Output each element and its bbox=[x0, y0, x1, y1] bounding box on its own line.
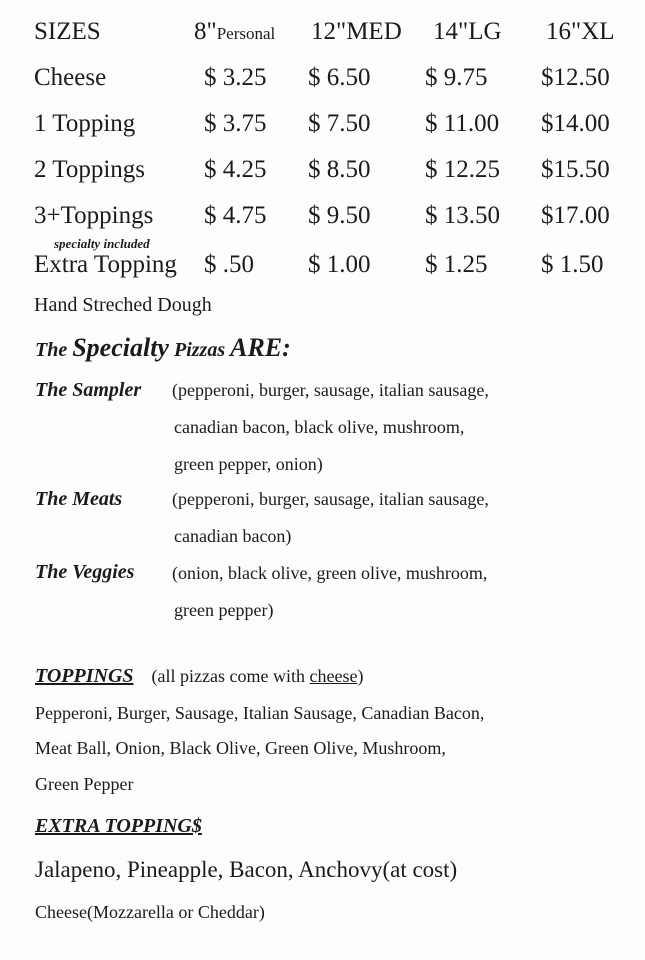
size-large: 14"LG bbox=[433, 18, 502, 45]
row-name: 3+Toppings bbox=[34, 202, 154, 229]
size-personal: 8"Personal bbox=[194, 18, 276, 45]
price-row-1-topping bbox=[0, 110, 645, 146]
specialty-veggies-name: The Veggies bbox=[35, 561, 135, 583]
specialty-meats-name: The Meats bbox=[35, 488, 123, 510]
specialty-veggies-line: (onion, black olive, green olive, mushroom, bbox=[172, 563, 488, 583]
price-row-extra-topping bbox=[0, 251, 645, 287]
toppings-heading-line: TOPPINGS (all pizzas come with cheese) bbox=[35, 665, 364, 687]
row-name: Cheese bbox=[34, 64, 107, 91]
specialty-meats-line: canadian bacon) bbox=[174, 526, 292, 546]
toppings-line: Pepperoni, Burger, Sausage, Italian Sausage, Canadian Bacon, bbox=[35, 703, 485, 723]
price-xl: $ 1.50 bbox=[541, 251, 604, 278]
price-medium: $ 6.50 bbox=[308, 64, 371, 91]
size-medium: 12"MED bbox=[311, 18, 402, 45]
price-xl: $12.50 bbox=[541, 64, 610, 91]
price-large: $ 13.50 bbox=[425, 202, 500, 229]
price-large: $ 9.75 bbox=[425, 64, 488, 91]
price-medium: $ 1.00 bbox=[308, 251, 371, 278]
specialty-sampler-line: canadian bacon, black olive, mushroom, bbox=[174, 417, 465, 437]
price-personal: $ 4.25 bbox=[204, 156, 267, 183]
price-row-cheese bbox=[0, 64, 645, 100]
price-row-2-toppings bbox=[0, 156, 645, 192]
price-personal: $ 4.75 bbox=[204, 202, 267, 229]
extra-toppings-heading: EXTRA TOPPING$ bbox=[35, 815, 202, 837]
price-large: $ 1.25 bbox=[425, 251, 488, 278]
toppings-line: Meat Ball, Onion, Black Olive, Green Olive, Mushroom, bbox=[35, 738, 446, 758]
specialty-sampler-name: The Sampler bbox=[35, 379, 142, 401]
sizes-label: SIZES bbox=[34, 18, 101, 45]
row-name: 1 Topping bbox=[34, 110, 136, 137]
row-name: Extra Topping bbox=[34, 251, 177, 278]
specialty-sampler-line: green pepper, onion) bbox=[174, 454, 323, 474]
cheese-word: cheese bbox=[309, 666, 358, 686]
price-xl: $14.00 bbox=[541, 110, 610, 137]
extra-cheese-line: Cheese(Mozzarella or Cheddar) bbox=[35, 902, 265, 922]
price-xl: $15.50 bbox=[541, 156, 610, 183]
dough-note: Hand Streched Dough bbox=[34, 294, 212, 316]
toppings-line: Green Pepper bbox=[35, 774, 134, 794]
specialty-heading: The Specialty Pizzas ARE: bbox=[35, 333, 291, 362]
price-row-3-toppings bbox=[0, 202, 645, 238]
specialty-sampler-line: (pepperoni, burger, sausage, italian sausage, bbox=[172, 380, 489, 400]
specialty-meats-line: (pepperoni, burger, sausage, italian sausage, bbox=[172, 489, 489, 509]
price-large: $ 12.25 bbox=[425, 156, 500, 183]
price-medium: $ 7.50 bbox=[308, 110, 371, 137]
extra-toppings-line: Jalapeno, Pineapple, Bacon, Anchovy(at cost) bbox=[35, 857, 458, 882]
price-large: $ 11.00 bbox=[425, 110, 500, 137]
row-name: 2 Toppings bbox=[34, 156, 145, 183]
size-header-row bbox=[0, 18, 645, 54]
price-xl: $17.00 bbox=[541, 202, 610, 229]
price-personal: $ 3.75 bbox=[204, 110, 267, 137]
price-personal: $ 3.25 bbox=[204, 64, 267, 91]
specialty-included-note: specialty included bbox=[54, 236, 150, 251]
price-medium: $ 8.50 bbox=[308, 156, 371, 183]
size-xl: 16"XL bbox=[546, 18, 615, 45]
specialty-veggies-line: green pepper) bbox=[174, 600, 274, 620]
price-medium: $ 9.50 bbox=[308, 202, 371, 229]
price-personal: $ .50 bbox=[204, 251, 254, 278]
toppings-heading: TOPPINGS bbox=[35, 665, 134, 687]
